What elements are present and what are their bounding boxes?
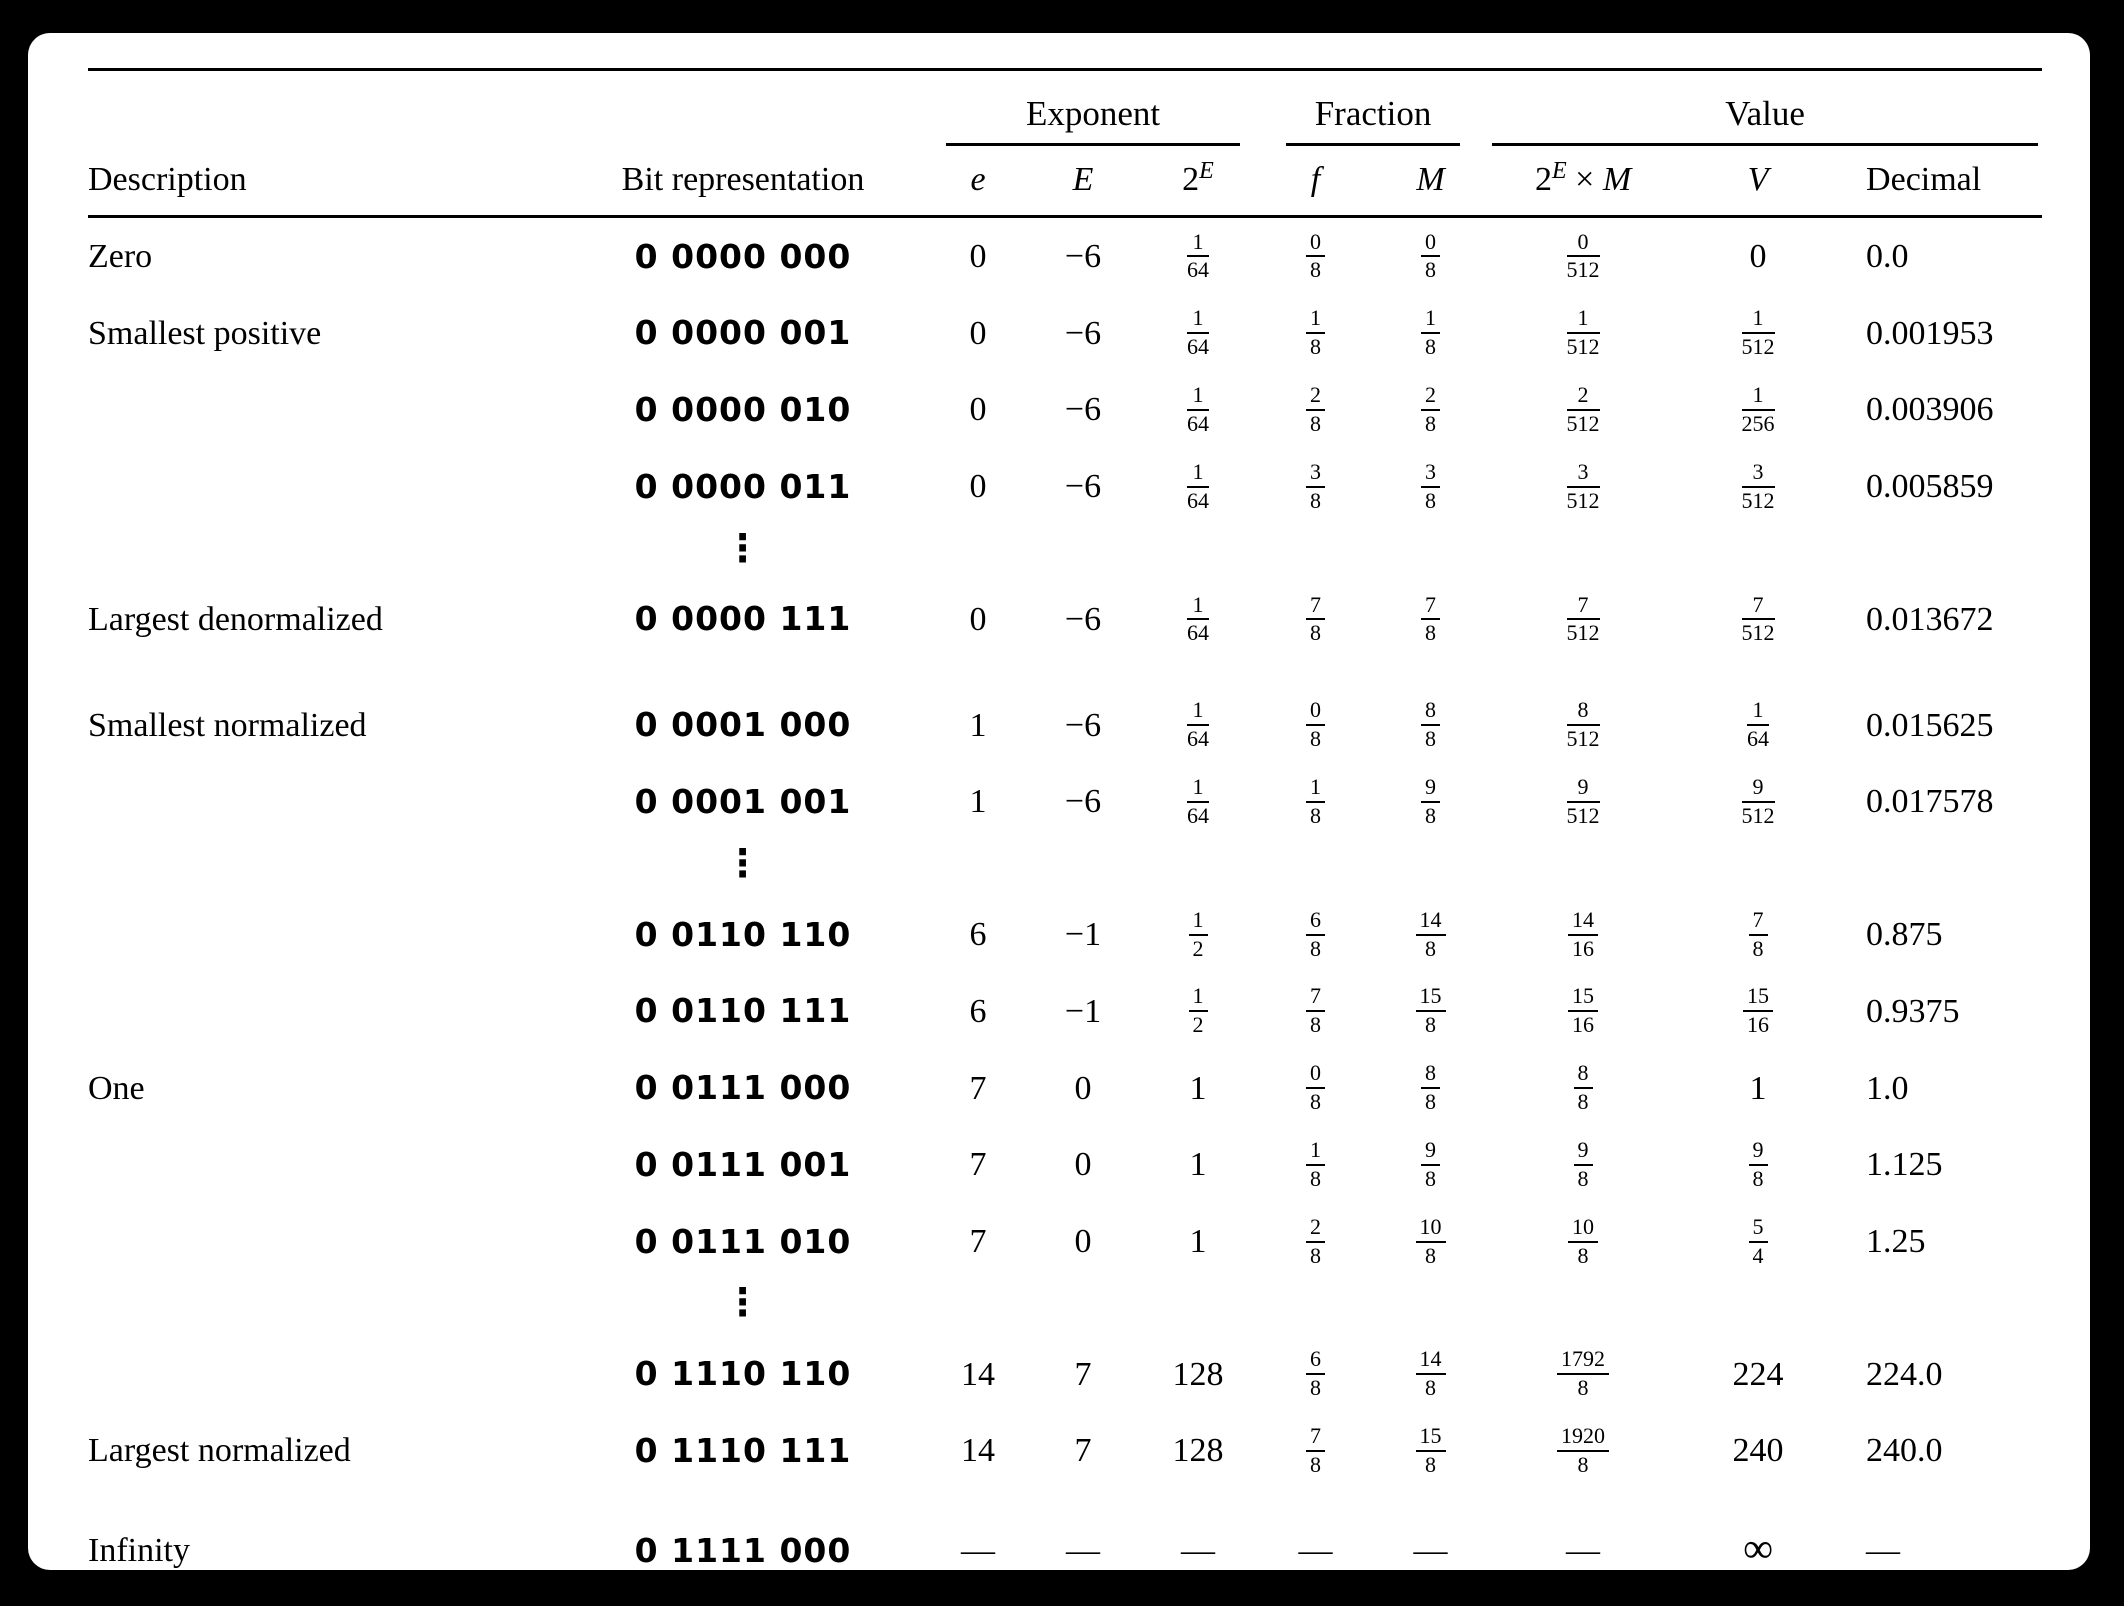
cell-pow: 128: [1172, 1432, 1224, 1470]
cell-pow: [1138, 294, 1258, 371]
cell-E: −1: [1064, 992, 1102, 1030]
cell-f: [1258, 1335, 1373, 1412]
cell-V: [1678, 448, 1838, 525]
cell-V: [1678, 896, 1838, 973]
group-header-exponent: [928, 70, 1258, 146]
cell-dec: 0.9375: [1866, 992, 1960, 1030]
cell-V: [1678, 371, 1838, 448]
cell-pow: [1138, 896, 1258, 973]
prod-times-sign: ×: [1566, 160, 1603, 198]
vertical-ellipsis-icon: ⋮: [723, 1280, 763, 1325]
cell-dec: —: [1866, 1532, 1901, 1570]
cell-e: 0: [969, 600, 987, 638]
col-header-bit-representation: Bit representation: [558, 146, 928, 217]
cell-prod: [1488, 1412, 1678, 1489]
cell-pow: 1: [1189, 1069, 1207, 1107]
cell-e: 7: [969, 1146, 987, 1184]
cell-f: [1258, 1049, 1373, 1126]
cell-bits: 0 0111 010: [634, 1221, 852, 1261]
cell-f: [1258, 1203, 1373, 1280]
cell-f: [1258, 216, 1373, 294]
cell-prod: [1488, 448, 1678, 525]
fraction: $\frac{15}{16}$: [1743, 985, 1773, 1037]
fraction: $\frac{1}{8}$: [1306, 307, 1325, 359]
cell-V: [1678, 972, 1838, 1049]
cell-V: [1678, 1489, 1838, 1597]
cell-f: —: [1298, 1532, 1333, 1570]
cell-E: −6: [1064, 783, 1102, 821]
fraction: $\frac{1}{512}$: [1741, 305, 1775, 360]
fraction: $\frac{7}{512}$: [1566, 591, 1600, 646]
col-header-decimal: Decimal: [1838, 146, 2042, 217]
table-row: [88, 1126, 2042, 1203]
cell-empty: [928, 1279, 2042, 1335]
cell-pow: [1138, 657, 1258, 763]
cell-desc: Zero: [88, 237, 153, 275]
fraction: $\frac{8}{8}$: [1421, 699, 1440, 751]
fraction: $\frac{7}{8}$: [1306, 594, 1325, 646]
fraction: $\frac{2}{512}$: [1566, 382, 1600, 436]
cell-bits: 0 0001 000: [634, 705, 852, 745]
fraction: $\frac{15}{8}$: [1416, 1425, 1446, 1477]
cell-prod: [1488, 581, 1678, 658]
cell-bits: 0 0110 111: [634, 991, 852, 1031]
cell-pow: 1: [1189, 1223, 1207, 1261]
group-label-fraction: Fraction: [1286, 95, 1460, 146]
cell-E: 7: [1074, 1432, 1092, 1470]
cell-dec: 0.001953: [1866, 314, 1994, 352]
cell-desc: [88, 1203, 558, 1280]
table-row: [88, 1049, 2042, 1126]
table-row: [88, 896, 2042, 973]
cell-desc: One: [88, 1069, 145, 1107]
cell-bits: 0 1111 000: [634, 1530, 852, 1570]
cell-bits: 0 0001 001: [634, 781, 852, 821]
cell-E: −6: [1064, 391, 1102, 429]
cell-empty: [928, 525, 2042, 581]
fraction: $\frac{3}{8}$: [1306, 461, 1325, 513]
vertical-ellipsis-icon: ⋮: [723, 525, 763, 570]
fraction: $\frac{0}{8}$: [1306, 699, 1325, 751]
cell-dec: 0.003906: [1866, 391, 1994, 429]
fraction: $\frac{1}{64}$: [1747, 697, 1770, 752]
fraction: $\frac{14}{8}$: [1416, 909, 1446, 961]
col-header-V: V: [1678, 146, 1838, 217]
cell-prod: [1488, 763, 1678, 840]
pow-base: 2: [1182, 160, 1200, 198]
cell-prod: [1488, 294, 1678, 371]
cell-pow: 1: [1189, 1146, 1207, 1184]
fraction: $\frac{8}{8}$: [1421, 1062, 1440, 1114]
cell-M: [1373, 216, 1488, 294]
cell-bits: 0 0111 001: [634, 1144, 852, 1184]
fraction: $\frac{15}{16}$: [1568, 985, 1598, 1037]
cell-desc: [88, 371, 558, 448]
cell-e: 1: [969, 706, 987, 744]
fraction: $\frac{6}{8}$: [1306, 909, 1325, 961]
group-label-exponent: Exponent: [946, 95, 1240, 146]
fraction: $\frac{9}{8}$: [1421, 1139, 1440, 1191]
cell-empty: [928, 840, 2042, 896]
cell-E: 7: [1074, 1355, 1092, 1393]
fraction: $\frac{2}{8}$: [1421, 384, 1440, 436]
cell-pow: [1138, 371, 1258, 448]
cell-desc: [88, 972, 558, 1049]
fraction: $\frac{15}{8}$: [1416, 985, 1446, 1037]
cell-vertical-ellipsis: [558, 1279, 928, 1335]
cell-f: [1258, 972, 1373, 1049]
prod-base: 2: [1534, 160, 1552, 198]
cell-pow: [1138, 763, 1258, 840]
col-header-E: E: [1028, 146, 1138, 217]
table-row: [88, 972, 2042, 1049]
fraction: $\frac{9}{8}$: [1421, 776, 1440, 828]
fraction: $\frac{1}{64}$: [1187, 458, 1210, 513]
fraction: $\frac{10}{8}$: [1568, 1216, 1598, 1268]
fraction: $\frac{7}{8}$: [1421, 594, 1440, 646]
fraction: $\frac{3}{8}$: [1421, 461, 1440, 513]
cell-desc: [88, 896, 558, 973]
table-row: [88, 1412, 2042, 1489]
cell-bits: 0 0000 010: [634, 390, 852, 429]
cell-dec: 0.013672: [1866, 600, 1994, 638]
cell-M: [1373, 1126, 1488, 1203]
fraction: $\frac{0}{8}$: [1306, 1062, 1325, 1114]
fraction: $\frac{8}{512}$: [1566, 697, 1600, 752]
col-header-2E-times-M: [1488, 146, 1678, 217]
fraction: $\frac{3}{512}$: [1566, 458, 1600, 513]
cell-e: 0: [969, 391, 987, 429]
cell-prod: [1488, 1049, 1678, 1126]
cell-desc: Infinity: [88, 1532, 190, 1570]
cell-desc: Largest denormalized: [88, 600, 383, 638]
table-area: [88, 68, 2042, 1598]
cell-e: 0: [969, 237, 987, 275]
table-row: [88, 1203, 2042, 1280]
cell-bits: 0 0110 110: [634, 914, 852, 954]
cell-e: 0: [969, 314, 987, 352]
cell-vertical-ellipsis: [558, 525, 928, 581]
cell-M: [1373, 1335, 1488, 1412]
fraction: $\frac{9}{512}$: [1741, 774, 1775, 828]
dots-row: [88, 840, 2042, 896]
cell-f: [1258, 581, 1373, 658]
cell-e: 7: [969, 1069, 987, 1107]
cell-dec: 0.015625: [1866, 706, 1994, 744]
fraction: $\frac{1}{64}$: [1187, 697, 1210, 752]
cell-V: 1: [1749, 1069, 1767, 1107]
infinity-symbol: ∞: [1743, 1525, 1774, 1572]
table-head: [88, 70, 2042, 217]
cell-f: [1258, 448, 1373, 525]
fraction: $\frac{1}{8}$: [1306, 1139, 1325, 1191]
cell-V: 240: [1732, 1432, 1784, 1470]
fraction: $\frac{1920}{8}$: [1557, 1425, 1609, 1477]
cell-desc: [88, 448, 558, 525]
cell-M: [1373, 896, 1488, 973]
table-row: [88, 1335, 2042, 1412]
group-header-value: [1488, 70, 2042, 146]
col-header-f: f: [1258, 146, 1373, 217]
fraction: $\frac{7}{8}$: [1306, 985, 1325, 1037]
fraction: $\frac{9}{8}$: [1574, 1139, 1593, 1191]
cell-e: 7: [969, 1223, 987, 1261]
group-header-row: [88, 70, 2042, 146]
fraction: $\frac{0}{512}$: [1566, 228, 1600, 283]
group-header-fraction: [1258, 70, 1488, 146]
cell-desc: Smallest positive: [88, 314, 322, 352]
cell-M: [1373, 763, 1488, 840]
fraction: $\frac{6}{8}$: [1306, 1348, 1325, 1400]
fraction: $\frac{2}{8}$: [1306, 1216, 1325, 1268]
cell-M: —: [1413, 1532, 1448, 1570]
prod-M: M: [1602, 160, 1632, 198]
cell-dec: 240.0: [1866, 1432, 1943, 1470]
fp-table: [88, 68, 2042, 1598]
fraction: $\frac{1}{64}$: [1187, 591, 1210, 646]
cell-M: [1373, 1049, 1488, 1126]
cell-bits: 0 0000 001: [634, 313, 852, 353]
cell-description: [88, 840, 558, 896]
fraction: $\frac{5}{4}$: [1749, 1216, 1768, 1268]
fraction: $\frac{1}{8}$: [1306, 776, 1325, 828]
cell-E: 0: [1074, 1223, 1092, 1261]
fraction: $\frac{7}{8}$: [1306, 1425, 1325, 1477]
cell-f: [1258, 1412, 1373, 1489]
column-header-row: [88, 146, 2042, 217]
col-header-2-pow-E: [1138, 146, 1258, 217]
fraction: $\frac{1}{2}$: [1189, 909, 1208, 961]
cell-dec: 1.125: [1866, 1146, 1943, 1184]
col-header-e: e: [928, 146, 1028, 217]
cell-pow: [1138, 581, 1258, 658]
cell-f: [1258, 371, 1373, 448]
cell-desc: Smallest normalized: [88, 706, 367, 744]
group-label-value: Value: [1492, 95, 2038, 146]
fraction: $\frac{3}{512}$: [1741, 458, 1775, 513]
col-header-description: Description: [88, 146, 558, 217]
cell-f: [1258, 763, 1373, 840]
cell-E: −6: [1064, 314, 1102, 352]
cell-pow: 128: [1172, 1355, 1224, 1393]
cell-M: [1373, 972, 1488, 1049]
table-row: [88, 763, 2042, 840]
cell-E: −1: [1064, 916, 1102, 954]
dots-row: [88, 1279, 2042, 1335]
table-row: [88, 371, 2042, 448]
prod-exponent: E: [1551, 157, 1567, 184]
cell-dec: 1.25: [1866, 1223, 1926, 1261]
cell-V: [1678, 294, 1838, 371]
table-row: [88, 448, 2042, 525]
table-body: [88, 216, 2042, 1596]
cell-bits: 0 0000 011: [634, 466, 852, 506]
cell-V: 224: [1732, 1355, 1784, 1393]
pow-exponent: E: [1199, 157, 1214, 184]
cell-f: [1258, 294, 1373, 371]
cell-E: −6: [1064, 237, 1102, 275]
fraction: $\frac{0}{8}$: [1421, 231, 1440, 283]
cell-e: 6: [969, 992, 987, 1030]
fraction: $\frac{1}{64}$: [1187, 228, 1210, 283]
cell-prod: [1488, 371, 1678, 448]
fraction: $\frac{1}{2}$: [1189, 985, 1208, 1037]
cell-V: [1678, 657, 1838, 763]
content-card: [28, 33, 2090, 1570]
cell-V: [1678, 1126, 1838, 1203]
cell-pow: —: [1181, 1532, 1216, 1570]
fraction: $\frac{8}{8}$: [1574, 1062, 1593, 1114]
cell-M: [1373, 657, 1488, 763]
cell-f: [1258, 1126, 1373, 1203]
col-header-M: M: [1373, 146, 1488, 217]
cell-pow: [1138, 448, 1258, 525]
cell-bits: 0 1110 110: [634, 1354, 852, 1394]
cell-desc: [88, 1335, 558, 1412]
dots-row: [88, 525, 2042, 581]
fraction: $\frac{7}{8}$: [1749, 909, 1768, 961]
fraction: $\frac{14}{8}$: [1416, 1348, 1446, 1400]
cell-E: −6: [1064, 600, 1102, 638]
cell-M: [1373, 1203, 1488, 1280]
fraction: $\frac{10}{8}$: [1416, 1216, 1446, 1268]
cell-E: —: [1066, 1532, 1100, 1570]
cell-bits: 0 0000 111: [634, 599, 852, 639]
fraction: $\frac{1}{64}$: [1187, 774, 1210, 828]
cell-prod: [1488, 1126, 1678, 1203]
cell-e: 6: [969, 916, 987, 954]
fraction: $\frac{0}{8}$: [1306, 231, 1325, 283]
table-row: [88, 294, 2042, 371]
fraction: $\frac{7}{512}$: [1741, 591, 1775, 646]
cell-e: —: [961, 1532, 995, 1570]
cell-e: 14: [961, 1432, 995, 1470]
cell-E: −6: [1064, 706, 1102, 744]
cell-prod: [1488, 657, 1678, 763]
cell-desc: [88, 1126, 558, 1203]
fraction: $\frac{1}{256}$: [1741, 382, 1775, 436]
cell-V: [1678, 1203, 1838, 1280]
cell-pow: [1138, 216, 1258, 294]
cell-V: [1678, 763, 1838, 840]
cell-pow: [1138, 972, 1258, 1049]
fraction: $\frac{9}{8}$: [1749, 1139, 1768, 1191]
cell-prod: [1488, 896, 1678, 973]
cell-dec: 0.005859: [1866, 468, 1994, 506]
cell-E: 0: [1074, 1069, 1092, 1107]
cell-e: 1: [969, 783, 987, 821]
vertical-ellipsis-icon: ⋮: [723, 840, 763, 885]
group-header-blank: [88, 70, 928, 146]
table-row: [88, 657, 2042, 763]
fraction: $\frac{1}{512}$: [1566, 305, 1600, 360]
cell-bits: 0 0000 000: [634, 236, 852, 276]
cell-V: 0: [1749, 237, 1767, 275]
fraction: $\frac{1}{64}$: [1187, 305, 1210, 360]
cell-dec: 224.0: [1866, 1355, 1943, 1393]
table-row: [88, 1489, 2042, 1597]
fraction: $\frac{1}{64}$: [1187, 382, 1210, 436]
cell-M: [1373, 371, 1488, 448]
cell-dec: 0.0: [1866, 237, 1909, 275]
cell-dec: 0.017578: [1866, 783, 1994, 821]
fraction: $\frac{9}{512}$: [1566, 774, 1600, 828]
cell-prod: [1488, 1335, 1678, 1412]
cell-prod: [1488, 1203, 1678, 1280]
cell-prod: —: [1566, 1532, 1601, 1570]
cell-prod: [1488, 972, 1678, 1049]
fraction: $\frac{1}{8}$: [1421, 307, 1440, 359]
cell-description: [88, 1279, 558, 1335]
cell-bits: 0 0111 000: [634, 1068, 852, 1108]
cell-description: [88, 525, 558, 581]
cell-M: [1373, 1412, 1488, 1489]
cell-f: [1258, 657, 1373, 763]
fraction: $\frac{14}{16}$: [1568, 909, 1598, 961]
cell-E: −6: [1064, 468, 1102, 506]
cell-prod: [1488, 216, 1678, 294]
cell-dec: 1.0: [1866, 1069, 1909, 1107]
cell-V: [1678, 581, 1838, 658]
fraction: $\frac{1792}{8}$: [1557, 1348, 1609, 1400]
cell-M: [1373, 581, 1488, 658]
cell-vertical-ellipsis: [558, 840, 928, 896]
cell-e: 0: [969, 468, 987, 506]
cell-M: [1373, 294, 1488, 371]
cell-bits: 0 1110 111: [634, 1431, 852, 1471]
table-row: [88, 581, 2042, 658]
fraction: $\frac{2}{8}$: [1306, 384, 1325, 436]
cell-f: [1258, 896, 1373, 973]
cell-desc: Largest normalized: [88, 1432, 351, 1470]
cell-M: [1373, 448, 1488, 525]
cell-E: 0: [1074, 1146, 1092, 1184]
cell-e: 14: [961, 1355, 995, 1393]
table-row: [88, 216, 2042, 294]
cell-desc: [88, 763, 558, 840]
cell-dec: 0.875: [1866, 916, 1943, 954]
